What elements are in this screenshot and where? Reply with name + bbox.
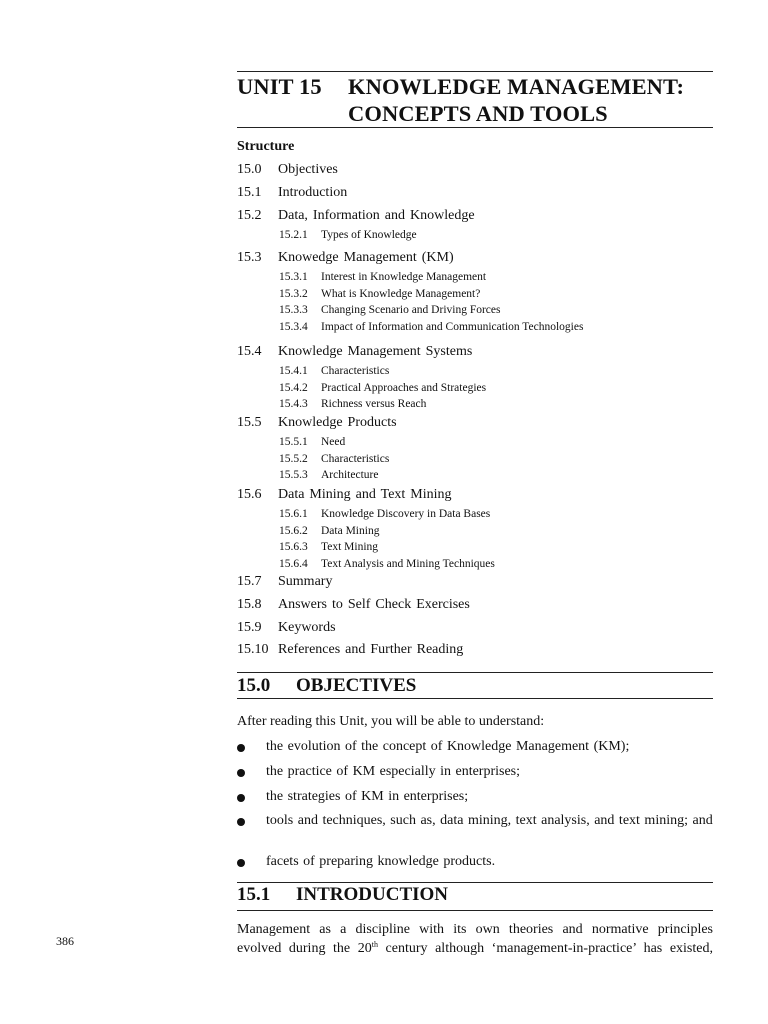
toc-item-number: 15.10 [237,642,269,657]
toc-item-number: 15.3 [237,250,262,265]
toc-subitem-number: 15.2.1 [279,229,308,241]
bullet-dot-icon [237,744,245,752]
bullet-dot-icon [237,769,245,777]
toc-subitem-title: What is Knowledge Management? [321,287,481,300]
intro-line2-end: century although ‘management-in-practice’ has existed, [377,941,713,956]
toc-subitem-title: Text Analysis and Mining Techniques [321,557,495,570]
toc-subitem-title: Data Mining [321,524,380,537]
toc-item-title: Data, Information and Knowledge [278,208,475,223]
unit-title-line-1: KNOWLEDGE MANAGEMENT: [348,74,685,99]
toc-item-number: 15.0 [237,162,262,177]
toc-subitem-number: 15.4.3 [279,398,308,411]
toc-subitem-title: Text Mining [321,541,379,554]
intro-line2-superscript: th [371,940,378,949]
objective-text: facets of preparing knowledge products. [266,854,496,869]
introduction-top-rule [237,882,713,883]
toc-subitem-number: 15.4.2 [279,381,308,394]
toc-subitem-number: 15.6.4 [279,557,308,570]
structure-heading: Structure [237,139,295,154]
introduction-title: INTRODUCTION [296,884,449,905]
objectives-intro: After reading this Unit, you will be able to understand: [237,714,545,729]
toc-item-number: 15.2 [237,208,262,223]
objectives-bottom-rule [237,698,713,699]
toc-item-number: 15.1 [237,185,262,200]
objective-text: the practice of KM especially in enterprises; [266,764,521,779]
introduction-number: 15.1 [237,884,271,905]
introduction-bottom-rule [237,910,713,911]
objective-text: tools and techniques, such as, data mining, text analysis, and text mining; and [266,813,713,828]
toc-subitem-number: 15.5.3 [279,469,308,482]
objective-text: the evolution of the concept of Knowledge Management (KM); [266,739,630,754]
page-number: 386 [56,934,74,948]
toc-subitem-title: Characteristics [321,452,390,465]
toc-subitem-number: 15.6.2 [279,524,308,537]
toc-subitem-number: 15.6.3 [279,541,308,554]
toc-subitem-number: 15.3.4 [279,320,308,333]
introduction-paragraph-line-1: Management as a discipline with its own theories and normative principles [237,922,713,937]
toc-item-title: Objectives [278,162,338,177]
toc-item-title: Introduction [278,185,348,200]
toc-item-title: Answers to Self Check Exercises [278,597,470,612]
toc-subitem-title: Types of Knowledge [321,229,417,241]
toc-subitem-number: 15.5.1 [279,436,308,448]
unit-title-line-2: CONCEPTS AND TOOLS [348,101,608,126]
toc-subitem-number: 15.5.2 [279,452,308,465]
toc-item-title: References and Further Reading [278,642,464,657]
toc-item-number: 15.9 [237,620,262,635]
objectives-title: OBJECTIVES [296,675,417,696]
objectives-top-rule [237,672,713,673]
toc-subitem-title: Interest in Knowledge Management [321,271,487,283]
toc-item-number: 15.7 [237,574,262,589]
toc-subitem-number: 15.6.1 [279,508,308,520]
toc-subitem-title: Characteristics [321,365,390,377]
toc-subitem-title: Richness versus Reach [321,398,427,411]
introduction-paragraph-line-2 [237,941,713,957]
toc-subitem-title: Knowledge Discovery in Data Bases [321,508,491,520]
title-bottom-rule [237,127,713,128]
toc-subitem-number: 15.4.1 [279,365,308,377]
toc-subitem-title: Architecture [321,469,379,482]
intro-line2-start: evolved during the 20 [237,941,372,956]
bullet-dot-icon [237,794,245,802]
toc-item-title: Knowedge Management (KM) [278,250,454,265]
toc-subitem-number: 15.3.3 [279,304,308,317]
toc-subitem-title: Impact of Information and Communication Technologies [321,320,584,333]
toc-subitem-number: 15.3.1 [279,271,308,283]
objectives-number: 15.0 [237,675,271,696]
objective-text: the strategies of KM in enterprises; [266,789,469,804]
toc-item-title: Keywords [278,620,336,635]
toc-subitem-title: Changing Scenario and Driving Forces [321,304,501,317]
toc-item-number: 15.4 [237,344,262,359]
toc-item-number: 15.6 [237,487,262,502]
toc-item-number: 15.8 [237,597,262,612]
unit-label: UNIT 15 [237,74,322,99]
toc-subitem-title: Need [321,436,346,448]
toc-subitem-number: 15.3.2 [279,287,308,300]
toc-item-title: Knowledge Products [278,415,397,430]
toc-item-title: Data Mining and Text Mining [278,487,452,502]
toc-item-number: 15.5 [237,415,262,430]
top-rule [237,71,713,72]
toc-item-title: Knowledge Management Systems [278,344,473,359]
toc-subitem-title: Practical Approaches and Strategies [321,381,487,394]
toc-item-title: Summary [278,574,333,589]
bullet-dot-icon [237,818,245,826]
bullet-dot-icon [237,859,245,867]
